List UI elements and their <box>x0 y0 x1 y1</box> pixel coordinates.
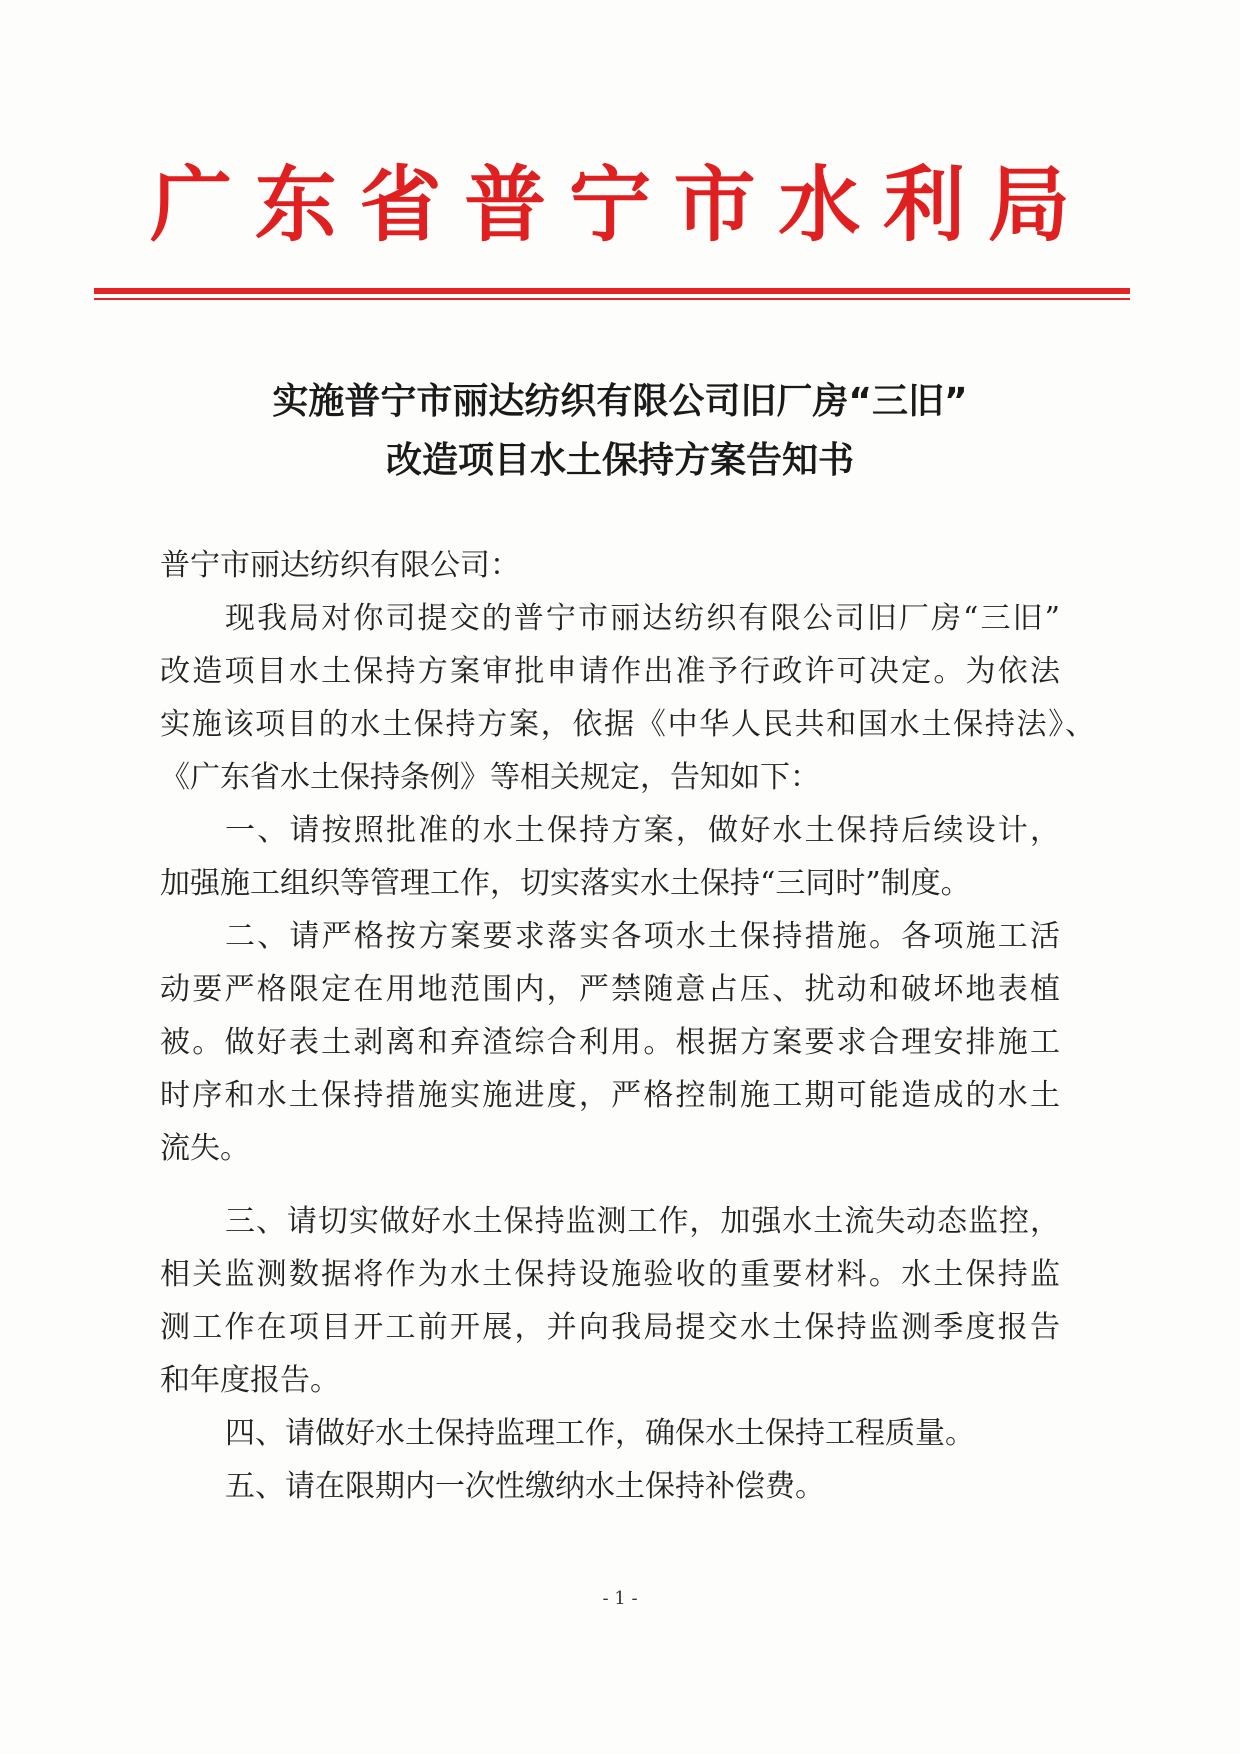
letterhead-char: 水 <box>778 157 861 253</box>
letterhead-char: 市 <box>673 157 756 253</box>
letterhead <box>150 150 1070 260</box>
body-line: 三、请切实做好水土保持监测工作，加强水土流失动态监控， <box>225 1204 1060 1239</box>
body-line: 现我局对你司提交的普宁市丽达纺织有限公司旧厂房“三旧” <box>225 601 1060 636</box>
letterhead-char: 利 <box>883 157 966 253</box>
body-line: 流失。 <box>160 1131 250 1166</box>
page-number: - 1 - <box>602 1588 638 1609</box>
body-line: 动要严格限定在用地范围内，严禁随意占压、扰动和破坏地表植 <box>160 972 1060 1007</box>
letterhead-char: 东 <box>254 157 337 253</box>
letterhead-char: 普 <box>464 157 547 253</box>
body-line: 时序和水土保持措施实施进度，严格控制施工期可能造成的水土 <box>160 1078 1060 1113</box>
letterhead-rule-thick <box>94 288 1130 294</box>
letterhead-char: 广 <box>150 157 233 253</box>
body-line: 被。做好表土剥离和弃渣综合利用。根据方案要求合理安排施工 <box>160 1025 1060 1060</box>
body-line: 实施该项目的水土保持方案，依据《中华人民共和国水土保持法》、 <box>160 707 1095 742</box>
body-line: 《广东省水土保持条例》等相关规定，告知如下： <box>160 760 820 795</box>
body-line: 五、请在限期内一次性缴纳水土保持补偿费。 <box>225 1469 825 1504</box>
body-line: 四、请做好水土保持监理工作，确保水土保持工程质量。 <box>225 1416 975 1451</box>
letterhead-char: 局 <box>987 157 1070 253</box>
letterhead-rule-thin <box>94 298 1130 300</box>
document-title-line2: 改造项目水土保持方案告知书 <box>385 440 854 481</box>
body-line: 相关监测数据将作为水土保持设施验收的重要材料。水土保持监 <box>160 1257 1060 1292</box>
letterhead-char: 省 <box>359 157 442 253</box>
salutation: 普宁市丽达纺织有限公司： <box>160 548 520 583</box>
body-line: 一、请按照批准的水土保持方案，做好水土保持后续设计， <box>225 813 1060 848</box>
body-line: 改造项目水土保持方案审批申请作出准予行政许可决定。为依法 <box>160 654 1060 689</box>
body-line: 和年度报告。 <box>160 1363 340 1398</box>
letterhead-char: 宁 <box>568 157 651 253</box>
body-line: 测工作在项目开工前开展，并向我局提交水土保持监测季度报告 <box>160 1310 1060 1345</box>
document-title-line1: 实施普宁市丽达纺织有限公司旧厂房“三旧” <box>272 381 968 422</box>
body-line: 加强施工组织等管理工作，切实落实水土保持“三同时”制度。 <box>160 866 971 901</box>
body-line: 二、请严格按方案要求落实各项水土保持措施。各项施工活 <box>225 919 1060 954</box>
